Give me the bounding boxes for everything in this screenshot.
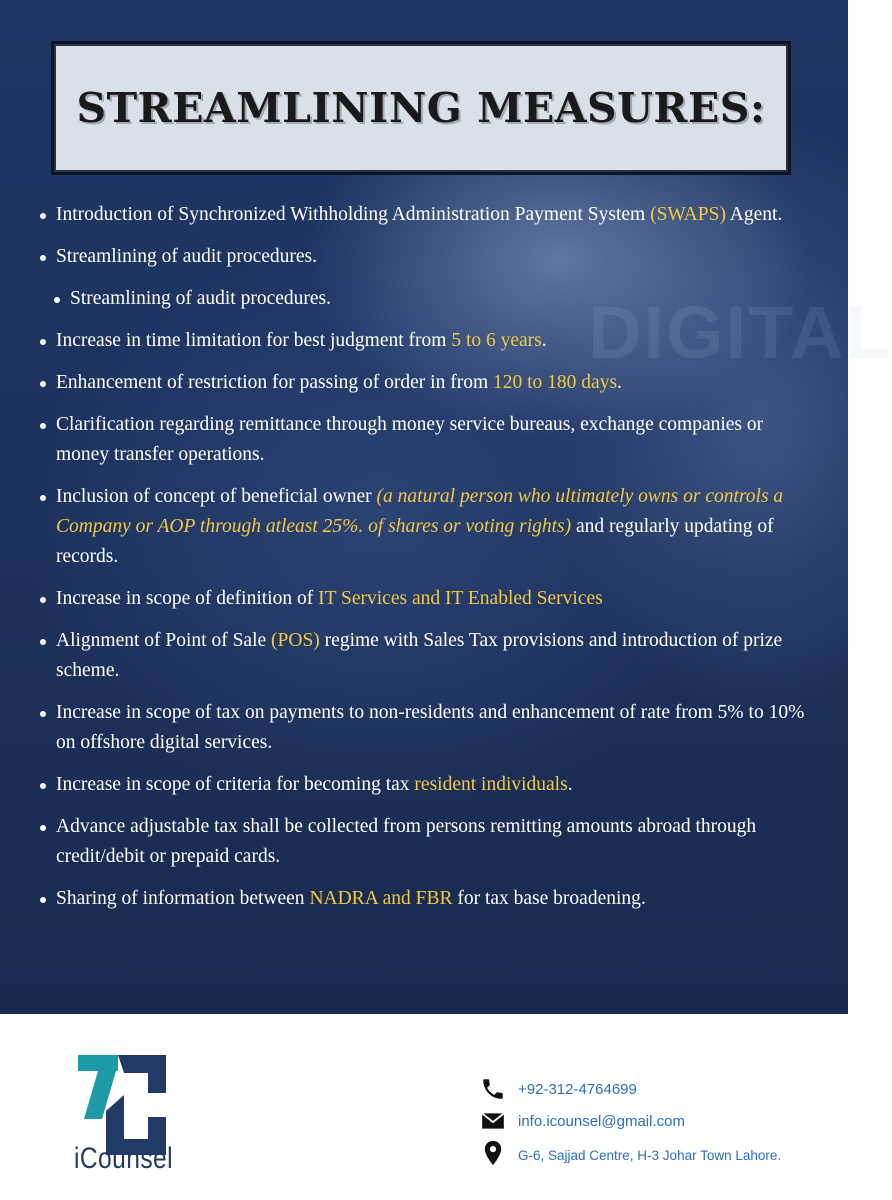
phone-icon	[480, 1076, 506, 1102]
bullet-text: .	[567, 774, 573, 795]
highlighted-text: 120 to 180 days	[493, 372, 618, 393]
bullet-item	[36, 770, 816, 800]
bullet-text: Increase in scope of definition of	[56, 588, 319, 609]
bullet-text: for tax base broadening.	[452, 888, 646, 909]
title-box	[54, 44, 788, 172]
bullet-item	[36, 626, 816, 686]
bullet-item	[36, 812, 816, 872]
bullet-text: .	[617, 372, 622, 393]
bullet-text: Sharing of information between	[56, 888, 310, 909]
address: G-6, Sajjad Centre, H-3 Johar Town Lahore.	[518, 1148, 782, 1163]
highlighted-text: IT Services and IT Enabled Services	[318, 588, 603, 609]
email-address[interactable]: info.icounsel@gmail.com	[518, 1113, 685, 1130]
bullet-item	[36, 368, 816, 398]
page-title: STREAMLINING MEASURES:	[76, 84, 766, 132]
measures-list	[36, 200, 816, 926]
highlighted-text: (SWAPS)	[650, 204, 726, 225]
bullet-item	[36, 326, 816, 356]
bullet-text: Increase in time limitation for best judgment from	[56, 330, 452, 351]
bullet-text: Increase in scope of tax on payments to non-residents and enhancement of rate from 5% to 10% on offshore digital services.	[56, 702, 805, 753]
sub-bullet-item	[36, 284, 816, 314]
bullet-text: Alignment of Point of Sale	[56, 630, 272, 651]
bullet-text: Clarification regarding remittance through money service bureaus, exchange companies or money transfer operations.	[56, 414, 764, 465]
bullet-item	[36, 584, 816, 614]
bullet-text: and regularly updating of records.	[56, 516, 774, 567]
bullet-text: Introduction of Synchronized Withholding Administration Payment System	[56, 204, 651, 225]
bullet-text: Agent.	[725, 204, 783, 225]
brand-name: iCounsel	[74, 1142, 174, 1175]
email-row	[480, 1108, 820, 1134]
bullet-item	[36, 482, 816, 572]
highlighted-text: 5 to 6 years	[451, 330, 542, 351]
bullet-text: Inclusion of concept of beneficial owner	[56, 486, 377, 507]
address-row	[480, 1140, 820, 1166]
bullet-text: Increase in scope of criteria for becoming tax	[56, 774, 415, 795]
highlighted-text: resident individuals	[414, 774, 568, 795]
bullet-text: Enhancement of restriction for passing of order in from	[56, 372, 493, 393]
highlighted-text: (POS)	[271, 630, 320, 651]
phone-row	[480, 1076, 820, 1102]
phone-number[interactable]: +92-312-4764699	[518, 1081, 637, 1098]
bullet-item	[36, 884, 816, 914]
mail-icon	[480, 1108, 506, 1134]
bullet-text: .	[541, 330, 547, 351]
highlighted-text: (a natural person who ultimately owns or controls a Company or AOP through atleast 25%. of shares or voting rights)	[56, 486, 784, 537]
background-digital-text: DIGITAL	[588, 291, 892, 374]
bullet-item	[36, 698, 816, 758]
bullet-text: Streamlining of audit procedures.	[70, 288, 332, 309]
bullet-item	[36, 410, 816, 470]
highlighted-text: NADRA and FBR	[309, 888, 453, 909]
bullet-text: Advance adjustable tax shall be collected from persons remitting amounts abroad through credit/debit or prepaid cards.	[56, 816, 757, 867]
bullet-text: Streamlining of audit procedures.	[56, 246, 318, 267]
bullet-item	[36, 200, 816, 230]
bullet-item	[36, 242, 816, 272]
contact-block	[480, 1076, 820, 1172]
bullet-text: regime with Sales Tax provisions and introduction of prize scheme.	[56, 630, 783, 681]
location-pin-icon	[480, 1140, 506, 1166]
